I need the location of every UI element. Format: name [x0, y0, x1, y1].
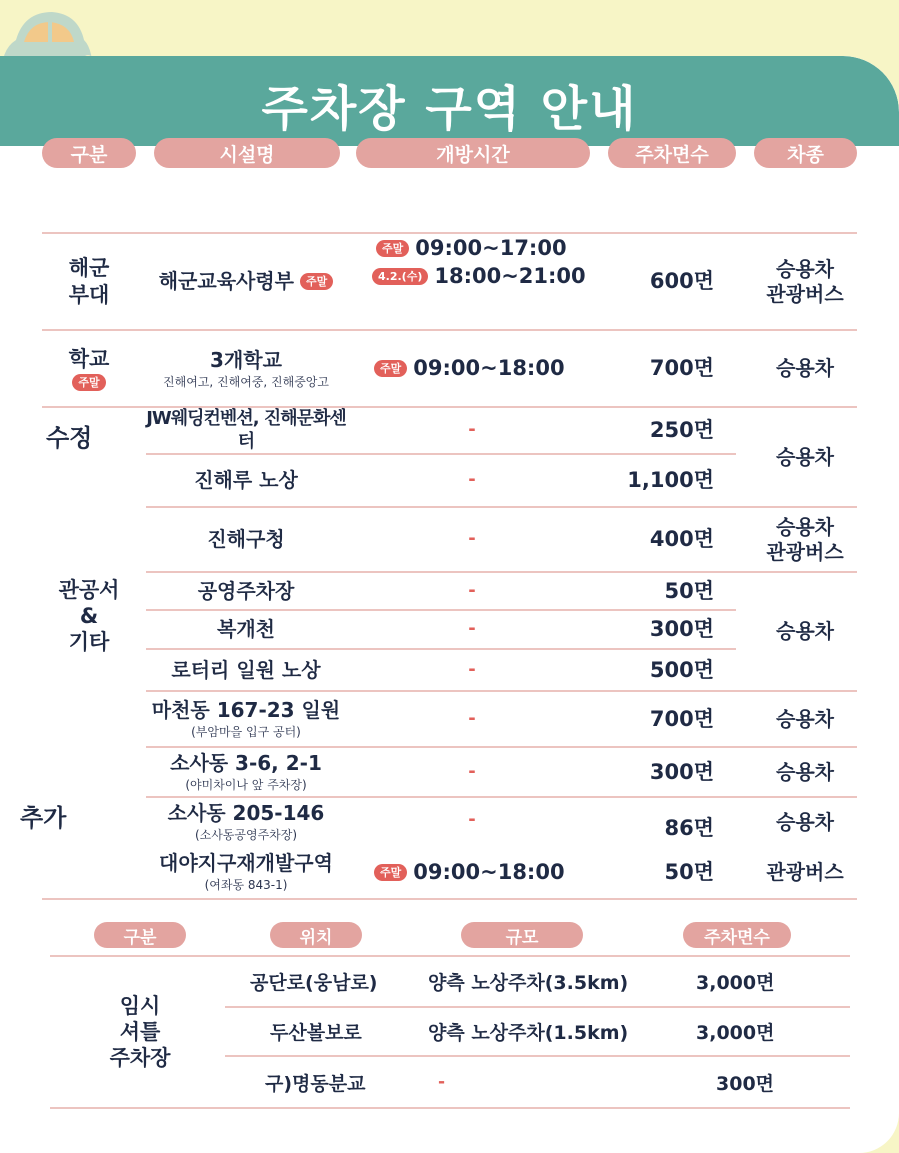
vehicle-type: 승용차: [776, 444, 834, 469]
parking-count: 700면: [649, 706, 714, 731]
weekend-badge: 주말: [376, 240, 409, 257]
parking-count: 600면: [649, 269, 714, 294]
title-banner: [0, 56, 899, 146]
category-navy: 해군 부대: [68, 256, 110, 307]
facility-label: 소사동 205-146: [167, 801, 325, 825]
location-name: 구)명동분교: [265, 1072, 366, 1095]
facility-name: [146, 798, 346, 846]
open-hours: [374, 331, 604, 406]
facility-label: 마천동 167-23 일원: [151, 698, 341, 722]
category-school-label: 학교: [68, 346, 110, 371]
facility-name: [146, 331, 346, 406]
facility-name: 복개천: [217, 617, 275, 641]
weekend-badge: 주말: [374, 360, 407, 377]
parking-count: 250면: [649, 418, 714, 443]
col-header-count: 주차면수: [608, 138, 736, 168]
open-hours: [372, 234, 602, 329]
facility-sub: (야미차이나 앞 주차장): [185, 778, 307, 792]
facility-sub: (여좌동 843-1): [204, 878, 288, 892]
facility-name: 로터리 일원 노상: [171, 657, 321, 682]
parking-count: 300면: [716, 1072, 775, 1095]
hours-dash: -: [468, 760, 476, 782]
facility-label: 대야지구재개발구역: [159, 851, 333, 875]
facility-name: 진해루 노상: [194, 468, 298, 492]
vehicle-type: 승용차: [776, 706, 834, 731]
col-header-category: 구분: [94, 922, 186, 948]
facility-name: 공영주차장: [197, 578, 295, 603]
annotation-add: 추가: [20, 804, 67, 832]
col-header-hours: 개방시간: [356, 138, 590, 168]
weekend-badge: 주말: [300, 273, 333, 290]
parking-count: 86면: [664, 815, 714, 840]
scale-text: 양측 노상주차(3.5km): [428, 972, 629, 994]
vehicle-type: 승용차: [776, 619, 834, 643]
facility-label: 소사동 3-6, 2-1: [170, 751, 322, 775]
category-temporary-shuttle: 임시 셔틀 주차장: [109, 993, 171, 1071]
hours-dash: -: [468, 528, 476, 550]
parking-count: 50면: [664, 859, 714, 884]
hours-text: 09:00~17:00: [415, 236, 567, 260]
vehicle-type: 승용차: [776, 356, 834, 380]
vehicle-type: 승용차: [776, 759, 834, 784]
facility-name: [146, 748, 346, 796]
facility-label: 3개학교: [210, 347, 282, 372]
facility-label: 해군교육사령부: [158, 269, 294, 293]
col-header-location: 위치: [270, 922, 362, 948]
row-divider: [42, 898, 857, 900]
parking-count: 3,000면: [696, 972, 775, 994]
row-divider: [50, 1107, 850, 1109]
weekend-badge: 주말: [374, 864, 407, 881]
parking-count: 400면: [649, 527, 714, 552]
category-government: 관공서 & 기타: [58, 577, 120, 655]
col-header-scale: 규모: [461, 922, 583, 948]
location-name: 두산볼보로: [270, 1022, 362, 1044]
hours-dash: -: [468, 618, 476, 640]
page-title: 주차장 구역 안내: [261, 81, 638, 137]
col-header-vehicle: 차종: [754, 138, 857, 168]
hours-dash: -: [468, 707, 476, 729]
open-hours: [374, 846, 604, 898]
facility-name: [146, 234, 346, 329]
parking-count: 700면: [649, 356, 714, 381]
vehicle-type: 승용차: [776, 809, 834, 834]
date-badge: 4.2.(수): [372, 268, 428, 285]
vehicle-type: 승용차 관광버스: [766, 256, 844, 306]
facility-sub: 진해여고, 진해여중, 진해중앙고: [163, 374, 329, 389]
vehicle-type: 승용차 관광버스: [766, 514, 844, 564]
facility-name: [146, 692, 346, 746]
hours-dash: -: [468, 658, 476, 680]
col-header-count: 주차면수: [683, 922, 791, 948]
annotation-edit: 수정: [46, 424, 93, 452]
parking-count: 3,000면: [696, 1022, 775, 1044]
hours-text: 09:00~18:00: [413, 356, 565, 381]
scale-dash: -: [438, 1072, 446, 1092]
facility-name: JW웨딩컨벤션, 진해문화센터: [146, 408, 346, 452]
hours-dash: -: [468, 419, 476, 441]
hours-text: 09:00~18:00: [413, 859, 565, 884]
col-header-facility: 시설명: [154, 138, 340, 168]
scale-text: 양측 노상주차(1.5km): [428, 1022, 629, 1044]
info-card: [0, 56, 899, 1153]
parking-count: 300면: [649, 759, 714, 784]
facility-name: 진해구청: [207, 527, 285, 551]
hours-dash: -: [468, 579, 476, 601]
weekend-badge: 주말: [72, 374, 105, 391]
hours-dash: -: [468, 469, 476, 491]
facility-sub: (부암마을 입구 공터): [191, 725, 301, 739]
parking-count: 300면: [649, 617, 714, 642]
facility-sub: (소사동공영주차장): [194, 828, 298, 842]
category-school: [42, 331, 136, 406]
hours-dash: -: [468, 808, 476, 830]
parking-count: 500면: [649, 657, 714, 682]
facility-name: [146, 846, 346, 898]
parking-count: 1,100면: [627, 468, 714, 493]
col-header-category: 구분: [42, 138, 136, 168]
parking-count: 50면: [664, 578, 714, 603]
hours-text: 18:00~21:00: [434, 264, 586, 288]
location-name: 공단로(웅남로): [250, 972, 378, 994]
vehicle-type: 관광버스: [766, 859, 844, 884]
